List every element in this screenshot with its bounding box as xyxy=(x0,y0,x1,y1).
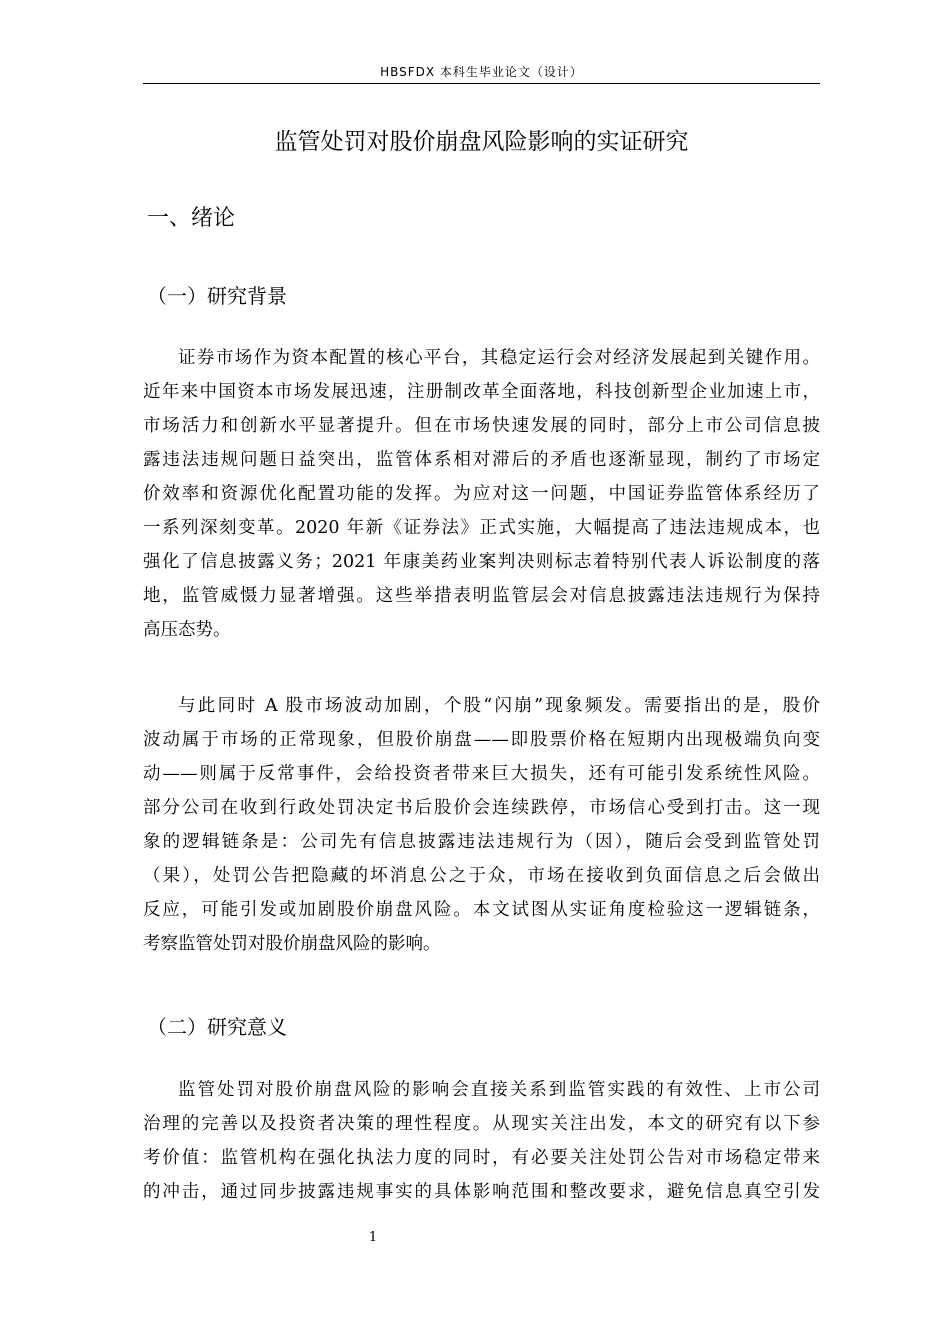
paragraph-line: 与此同时 A 股市场波动加剧，个股“闪崩”现象频发。需要指出的是，股价 xyxy=(178,696,820,716)
paragraph-line: 一系列深刻变革。2020 年新《证券法》正式实施，大幅提高了违法违规成本，也 xyxy=(143,518,820,538)
paragraph-line: 考价值：监管机构在强化执法力度的同时，有必要关注处罚公告对市场稳定带来 xyxy=(143,1148,820,1168)
paragraph-line: 市场活力和创新水平显著提升。但在市场快速发展的同时，部分上市公司信息披 xyxy=(143,416,820,436)
paragraph-line: 露违法违规问题日益突出，监管体系相对滞后的矛盾也逐渐显现，制约了市场定 xyxy=(143,450,820,470)
paragraph-line: 的冲击，通过同步披露违规事实的具体影响范围和整改要求，避免信息真空引发 xyxy=(143,1182,820,1202)
paragraph-line: 价效率和资源优化配置功能的发挥。为应对这一问题，中国证券监管体系经历了 xyxy=(143,484,820,504)
paragraph-line: 治理的完善以及投资者决策的理性程度。从现实关注出发，本文的研究有以下参 xyxy=(143,1114,820,1134)
paragraph-line: 强化了信息披露义务；2021 年康美药业案判决则标志着特别代表人诉讼制度的落 xyxy=(143,552,820,572)
paragraph-line: 证券市场作为资本配置的核心平台，其稳定运行会对经济发展起到关键作用。 xyxy=(178,348,820,368)
paragraph-background-1 xyxy=(143,341,820,647)
paragraph-line: 高压态势。 xyxy=(143,620,231,640)
paragraph-significance-1 xyxy=(143,1073,820,1209)
paragraph-line: 近年来中国资本市场发展迅速，注册制改革全面落地，科技创新型企业加速上市， xyxy=(143,382,820,402)
paragraph-line: 动——则属于反常事件，会给投资者带来巨大损失，还有可能引发系统性风险。 xyxy=(143,764,820,784)
section-heading-background: （一）研究背景 xyxy=(147,284,287,308)
paragraph-line: 部分公司在收到行政处罚决定书后股价会连续跌停，市场信心受到打击。这一现 xyxy=(143,798,820,818)
paragraph-line: 考察监管处罚对股价崩盘风险的影响。 xyxy=(143,934,441,954)
paragraph-line: 地，监管威慑力显著增强。这些举措表明监管层会对信息披露违法违规行为保持 xyxy=(143,586,820,606)
header-rule xyxy=(143,83,820,84)
paragraph-line: 反应，可能引发或加剧股价崩盘风险。本文试图从实证角度检验这一逻辑链条， xyxy=(143,900,820,920)
paragraph-background-2 xyxy=(143,689,820,961)
chapter-heading: 一、绪论 xyxy=(147,206,236,231)
running-header: HBSFDX 本科生毕业论文（设计） xyxy=(380,65,583,79)
paper-title: 监管处罚对股价崩盘风险影响的实证研究 xyxy=(274,129,689,155)
page-number: 1 xyxy=(368,1230,378,1245)
section-heading-significance: （二）研究意义 xyxy=(147,1015,287,1039)
paragraph-line: 监管处罚对股价崩盘风险的影响会直接关系到监管实践的有效性、上市公司 xyxy=(178,1080,820,1100)
paragraph-line: （果），处罚公告把隐藏的坏消息公之于众，市场在接收到负面信息之后会做出 xyxy=(143,866,820,886)
paragraph-line: 象的逻辑链条是：公司先有信息披露违法违规行为（因），随后会受到监管处罚 xyxy=(143,832,820,852)
paragraph-line: 波动属于市场的正常现象，但股价崩盘——即股票价格在短期内出现极端负向变 xyxy=(143,730,820,750)
